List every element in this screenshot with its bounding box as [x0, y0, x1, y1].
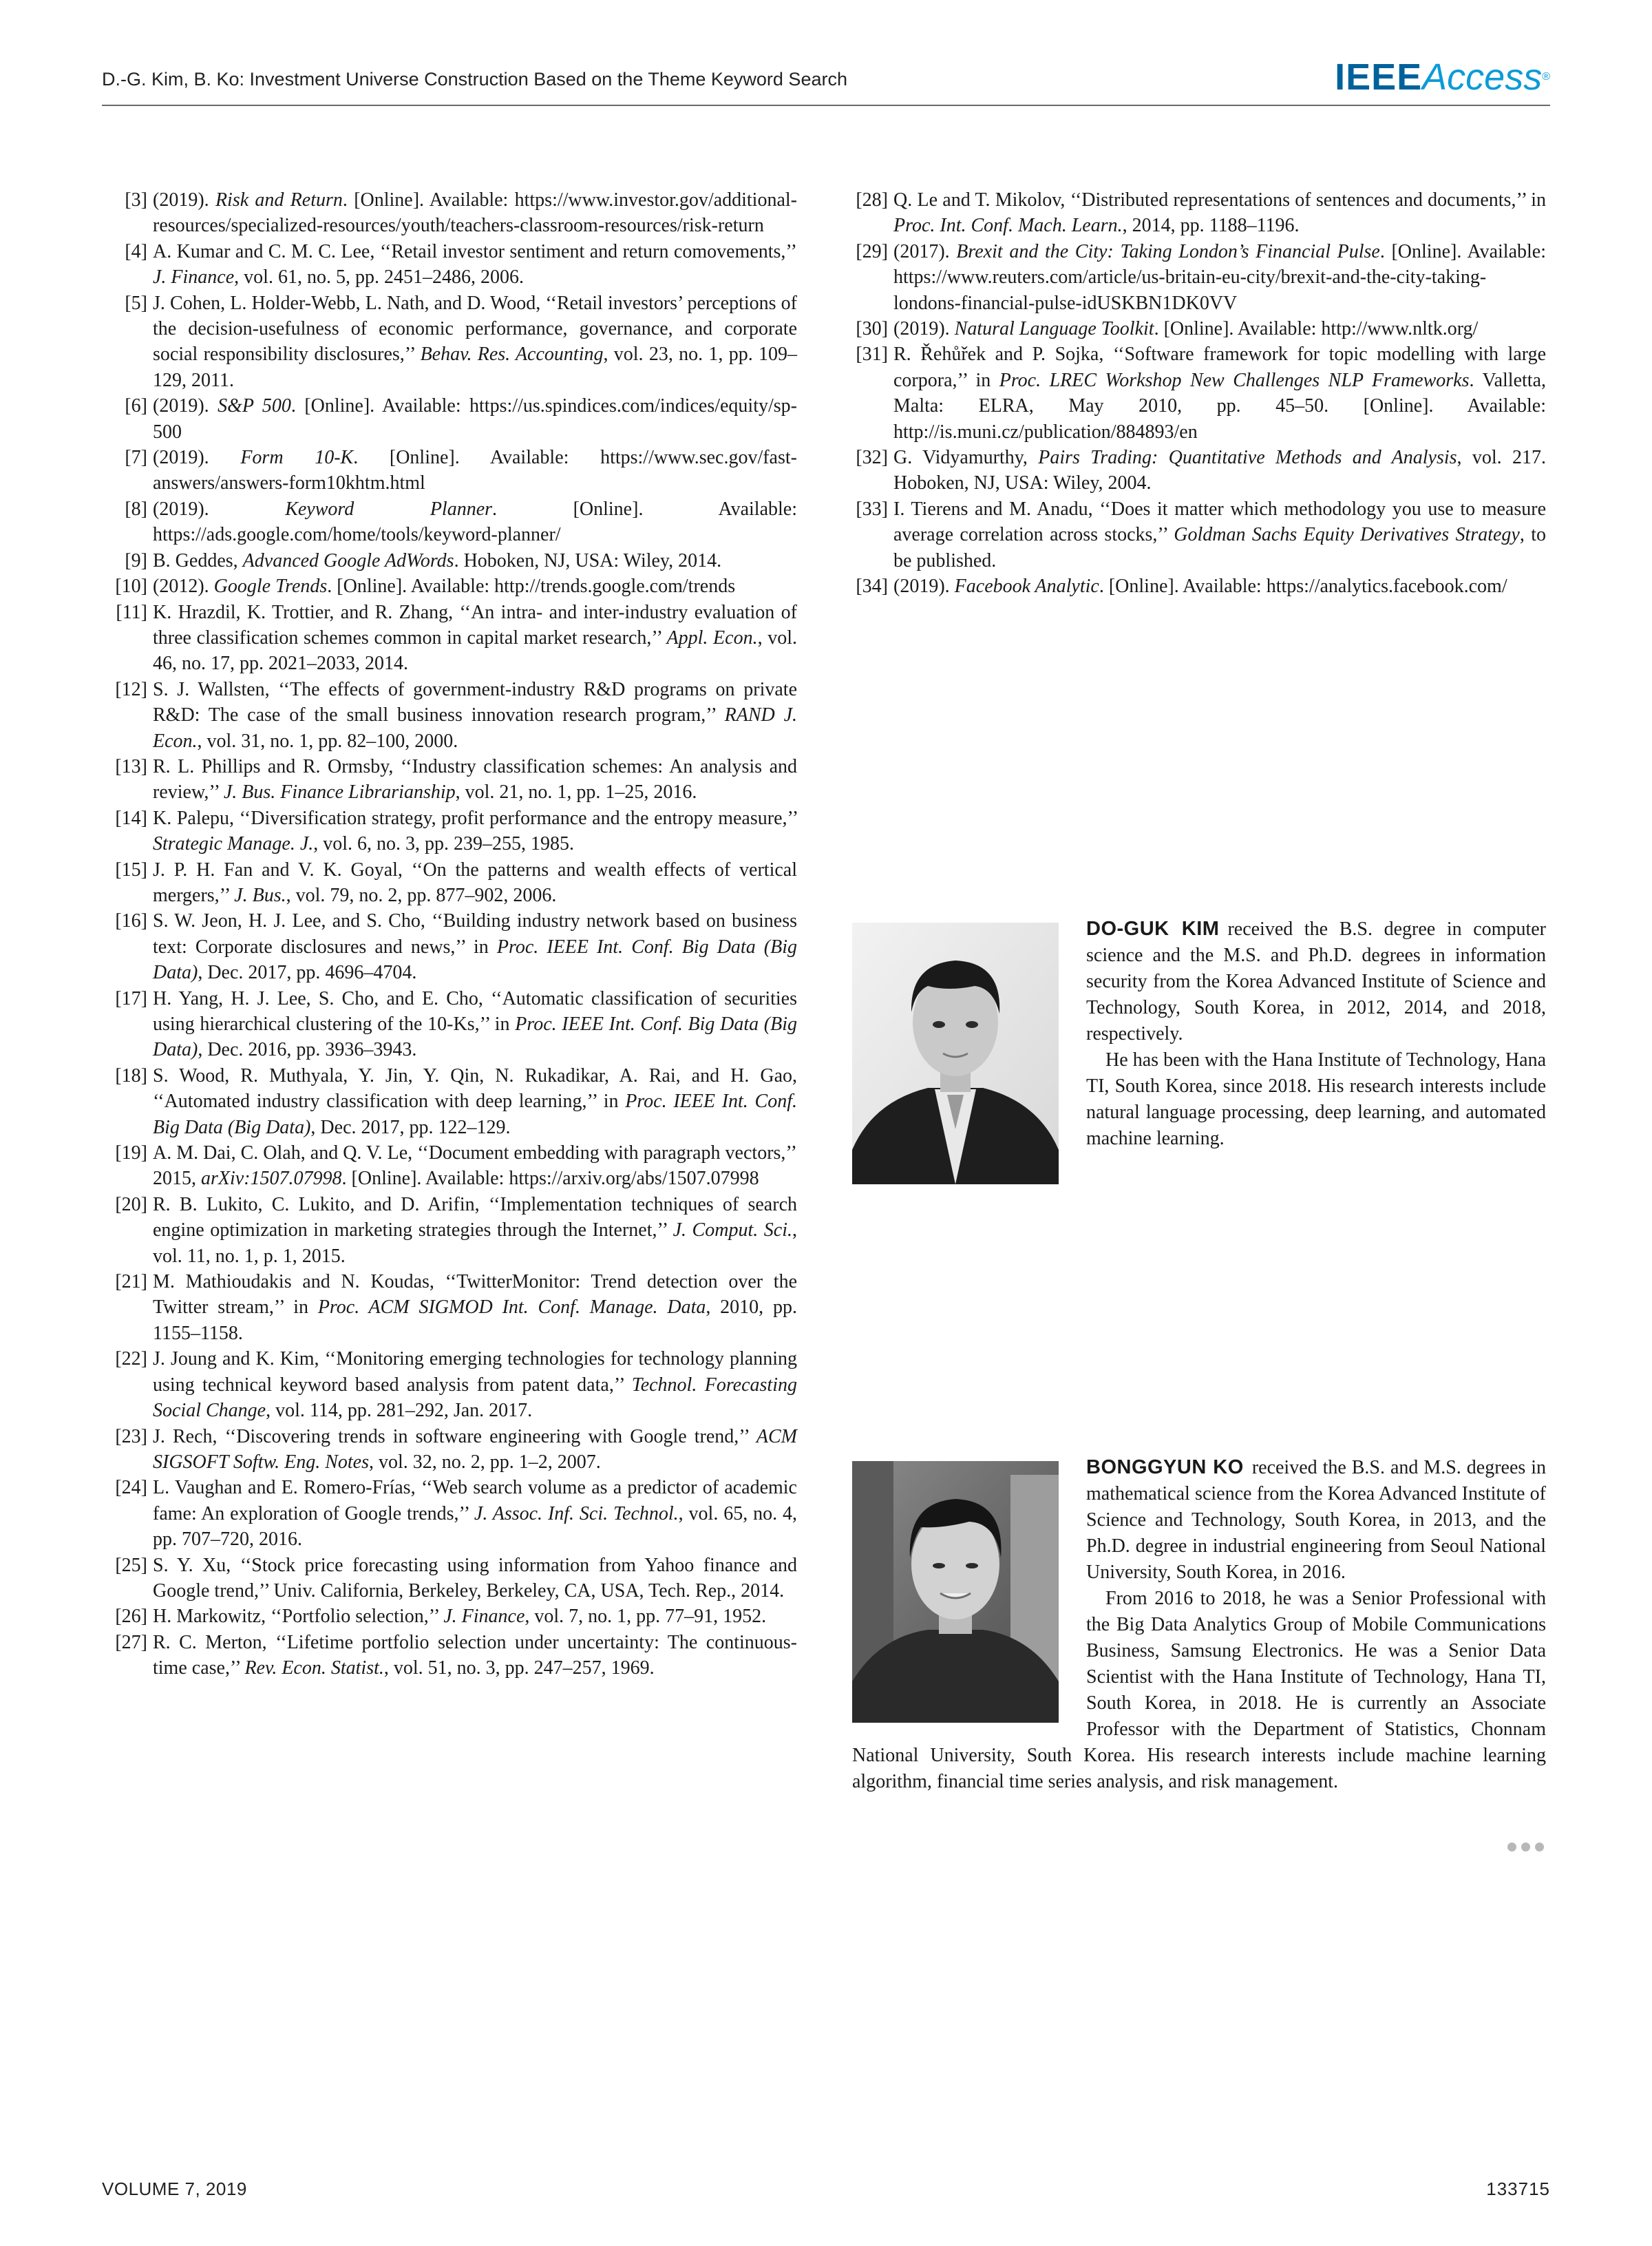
author-bio-kim	[852, 916, 1546, 1191]
end-dot	[1521, 1843, 1530, 1851]
reference-text	[153, 1346, 797, 1423]
reference-segment: , vol. 114, pp. 281–292, Jan. 2017.	[266, 1400, 533, 1422]
reference-text	[153, 857, 797, 909]
reference-number: [26]	[115, 1606, 147, 1628]
reference-number: [21]	[115, 1271, 147, 1293]
reference-italic-segment: Proc. IEEE Int. Conf. Big Data (Big Data)	[153, 936, 797, 984]
author-photo-kim	[852, 923, 1059, 1184]
reference-item	[112, 1346, 797, 1423]
reference-text	[153, 393, 797, 445]
reference-segment: (2019).	[153, 498, 286, 520]
reference-text	[153, 677, 797, 754]
reference-italic-segment: Risk and Return	[215, 189, 343, 211]
reference-text	[153, 1475, 797, 1552]
reference-number: [28]	[856, 189, 888, 211]
reference-segment: Q. Le and T. Mikolov, ‘‘Distributed representations of sentences and documents,’’ in	[893, 189, 1546, 211]
reference-item	[852, 316, 1546, 342]
reference-number: [11]	[116, 601, 147, 623]
reference-item	[112, 986, 797, 1063]
reference-italic-segment: Facebook Analytic	[954, 576, 1099, 598]
reference-segment: S. J. Wallsten, ‘‘The effects of government-industry R&D programs on private R&D: The case of the small business innovation research program,’’	[153, 678, 797, 726]
reference-segment: . [Online]. Available: https://arxiv.org/abs/1507.07998	[341, 1168, 759, 1190]
author-bio-ko	[852, 1454, 1546, 1795]
reference-segment: . Hoboken, NJ, USA: Wiley, 2014.	[454, 549, 722, 571]
reference-italic-segment: J. Bus.	[234, 884, 286, 906]
running-title: D.-G. Kim, B. Ko: Investment Universe Construction Based on the Theme Keyword Search	[102, 69, 847, 90]
reference-number: [8]	[125, 498, 147, 520]
reference-number: [33]	[856, 498, 888, 520]
author-name-kim: DO-GUK KIM	[1086, 918, 1220, 940]
reference-item	[112, 1192, 797, 1269]
reference-number: [23]	[115, 1425, 147, 1447]
author-name-ko: BONGGYUN KO	[1086, 1456, 1244, 1478]
header-rule	[102, 105, 1550, 106]
reference-italic-segment: Pairs Trading: Quantitative Methods and Analysis	[1038, 447, 1457, 469]
reference-text	[893, 496, 1546, 574]
reference-segment: (2019).	[153, 447, 241, 469]
reference-text	[153, 986, 797, 1063]
reference-item	[112, 1630, 797, 1681]
bio-kim-paragraph-2: He has been with the Hana Institute of Technology, Hana TI, South Korea, since 2018. His research interests include natural language processing, deep learning, and automated machine learning.	[1086, 1049, 1546, 1149]
reference-segment: R. Řehůřek and P. Sojka, ‘‘Software framework for topic modelling with large corpora,’’ in	[893, 344, 1546, 391]
reference-segment: L. Vaughan and E. Romero-Frías, ‘‘Web search volume as a predictor of academic fame: An exploration of Google trends,’’	[153, 1477, 797, 1524]
reference-number: [9]	[125, 549, 147, 571]
reference-text	[153, 187, 797, 239]
reference-number: [32]	[856, 447, 888, 469]
end-dot	[1507, 1843, 1516, 1851]
reference-italic-segment: Technol. Forecasting Social Change	[153, 1374, 797, 1422]
reference-segment: , 2014, pp. 1188–1196.	[1122, 215, 1300, 237]
reference-number: [10]	[115, 576, 147, 598]
reference-segment: R. L. Phillips and R. Ormsby, ‘‘Industry classification schemes: An analysis and review,’’	[153, 755, 797, 804]
reference-segment: , vol. 65, no. 4, pp. 707–720, 2016.	[153, 1502, 797, 1551]
reference-number: [19]	[115, 1142, 147, 1164]
reference-number: [24]	[115, 1477, 147, 1499]
reference-number: [16]	[115, 910, 147, 932]
reference-segment: H. Yang, H. J. Lee, S. Cho, and E. Cho, ‘‘Automatic classification of securities using hierarchical clustering of the 10-Ks,’’ in	[153, 987, 797, 1035]
reference-item	[112, 1140, 797, 1192]
reference-number: [22]	[115, 1348, 147, 1370]
reference-item	[852, 445, 1546, 496]
bio-ko-paragraph-2: From 2016 to 2018, he was a Senior Professional with the Big Data Analytics Group of Mobile Communications Business, Samsung Electronics. He was a Senior Data Scientist with the Hana Institute of Technology, Hana TI, South Korea, in 2018. He is currently an Associate Professor with the Department of Statistics, Chonnam National University, South Korea. His research interests include machine learning algorithm, financial time series analysis, and risk management.	[852, 1588, 1546, 1792]
reference-item	[112, 1269, 797, 1346]
reference-text	[153, 1063, 797, 1140]
reference-italic-segment: Proc. LREC Workshop New Challenges NLP Frameworks	[999, 369, 1470, 391]
reference-text	[153, 239, 797, 291]
reference-segment: , Dec. 2017, pp. 4696–4704.	[198, 962, 417, 984]
reference-italic-segment: J. Comput. Sci.	[673, 1219, 792, 1241]
reference-number: [7]	[125, 447, 147, 469]
reference-italic-segment: Goldman Sachs Equity Derivatives Strategy	[1174, 524, 1520, 546]
reference-segment: S. W. Jeon, H. J. Lee, and S. Cho, ‘‘Building industry network based on business text: Corporate disclosures and news,’’ in	[153, 910, 797, 958]
reference-italic-segment: Strategic Manage. J.	[153, 833, 314, 855]
reference-segment: I. Tierens and M. Anadu, ‘‘Does it matter which methodology you use to measure average correlation across stocks,’’	[893, 498, 1546, 546]
reference-text	[153, 754, 797, 806]
reference-segment: M. Mathioudakis and N. Koudas, ‘‘TwitterMonitor: Trend detection over the Twitter stream,’’ in	[153, 1271, 797, 1319]
reference-segment: K. Palepu, ‘‘Diversification strategy, profit performance and the entropy measure,’’	[153, 807, 797, 829]
reference-italic-segment: Proc. Int. Conf. Mach. Learn.	[893, 215, 1123, 237]
reference-text	[153, 291, 797, 394]
reference-segment: . [Online]. Available: https://ads.google.com/home/tools/keyword-planner/	[153, 498, 797, 546]
reference-item	[112, 1553, 797, 1604]
reference-segment: S. Wood, R. Muthyala, Y. Jin, Y. Qin, N. Rukadikar, A. Rai, and H. Gao, ‘‘Automated industry classification with deep learning,’’ in	[153, 1064, 797, 1113]
reference-number: [12]	[115, 678, 147, 700]
reference-text	[893, 239, 1546, 316]
reference-segment: A. Kumar and C. M. C. Lee, ‘‘Retail investor sentiment and return comovements,’’	[153, 240, 797, 262]
reference-segment: J. Joung and K. Kim, ‘‘Monitoring emerging technologies for technology planning using technical keyword based analysis from patent data,’’	[153, 1348, 797, 1396]
reference-segment: S. Y. Xu, ‘‘Stock price forecasting using information from Yahoo finance and Google trend,’’ Univ. California, Berkeley, Berkeley, CA, USA, Tech. Rep., 2014.	[153, 1554, 797, 1602]
reference-segment: . [Online]. Available: https://www.reuters.com/article/us-britain-eu-city/brexit-and-the-city-taking-londons-financial-pulse-idUSKBN1DK0VV	[893, 240, 1546, 314]
reference-text	[153, 1630, 797, 1681]
reference-segment: , vol. 79, no. 2, pp. 877–902, 2006.	[286, 884, 557, 906]
reference-item	[112, 1063, 797, 1140]
reference-number: [30]	[856, 318, 888, 340]
reference-item	[112, 908, 797, 985]
reference-segment: (2012).	[153, 576, 214, 598]
reference-item	[112, 677, 797, 754]
reference-text	[893, 316, 1546, 342]
reference-segment: . [Online]. Available: https://www.sec.gov/fast-answers/answers-form10khtm.html	[153, 447, 797, 494]
reference-text	[153, 548, 797, 574]
references-left-column	[112, 187, 797, 1681]
reference-segment: J. Cohen, L. Holder-Webb, L. Nath, and D. Wood, ‘‘Retail investors’ perceptions of the decision-usefulness of economic performance, governance, and corporate social responsibility disclosures,’’	[153, 292, 797, 366]
reference-segment: R. C. Merton, ‘‘Lifetime portfolio selection under uncertainty: The continuous-time case,’’	[153, 1631, 797, 1679]
reference-number: [20]	[115, 1193, 147, 1215]
reference-segment: B. Geddes,	[153, 549, 243, 571]
reference-italic-segment: RAND J. Econ.	[153, 704, 798, 752]
reference-italic-segment: S&P 500	[218, 395, 291, 417]
reference-italic-segment: Proc. ACM SIGMOD Int. Conf. Manage. Data	[317, 1297, 706, 1319]
reference-item	[112, 393, 797, 445]
author-photo-ko	[852, 1461, 1059, 1723]
reference-italic-segment: Form 10-K	[240, 447, 354, 469]
reference-number: [31]	[856, 344, 888, 366]
reference-number: [15]	[115, 859, 147, 881]
reference-item	[112, 548, 797, 574]
reference-text	[153, 496, 797, 548]
reference-item	[112, 600, 797, 677]
reference-segment: , vol. 23, no. 1, pp. 109–129, 2011.	[153, 344, 798, 391]
reference-segment: (2019).	[893, 318, 955, 340]
reference-text	[893, 187, 1546, 239]
reference-item	[852, 239, 1546, 316]
reference-item	[112, 754, 797, 806]
reference-italic-segment: Proc. IEEE Int. Conf. Big Data (Big Data)	[153, 1014, 797, 1061]
reference-italic-segment: Keyword Planner	[285, 498, 493, 520]
reference-segment: J. Rech, ‘‘Discovering trends in software engineering with Google trend,’’	[153, 1425, 756, 1447]
reference-text	[893, 445, 1546, 496]
references-right-column	[852, 187, 1546, 600]
reference-segment: , vol. 32, no. 2, pp. 1–2, 2007.	[368, 1451, 601, 1473]
reference-segment: G. Vidyamurthy,	[893, 447, 1039, 469]
reference-segment: , vol. 21, no. 1, pp. 1–25, 2016.	[455, 781, 697, 804]
logo-registered-mark: ®	[1542, 71, 1550, 83]
reference-text	[153, 445, 797, 496]
reference-item	[112, 239, 797, 291]
reference-segment: . [Online]. Available: http://trends.google.com/trends	[327, 576, 736, 598]
end-of-article-mark	[1507, 1843, 1546, 1852]
page-header	[102, 56, 1550, 105]
reference-italic-segment: J. Finance	[153, 266, 235, 288]
footer-volume: VOLUME 7, 2019	[102, 2179, 247, 2199]
reference-italic-segment: Behav. Res. Accounting	[420, 344, 604, 366]
reference-segment: H. Markowitz, ‘‘Portfolio selection,’’	[153, 1606, 444, 1628]
reference-number: [29]	[856, 240, 888, 262]
reference-segment: . [Online]. Available: https://analytics.facebook.com/	[1099, 576, 1507, 598]
reference-item	[112, 445, 797, 496]
reference-segment: (2017).	[893, 240, 957, 262]
reference-segment: (2019).	[153, 189, 215, 211]
reference-text	[153, 1192, 797, 1269]
reference-number: [17]	[115, 987, 147, 1009]
reference-segment: , vol. 7, no. 1, pp. 77–91, 1952.	[525, 1606, 767, 1628]
reference-segment: . [Online]. Available: http://www.nltk.org/	[1154, 318, 1479, 340]
reference-item	[112, 291, 797, 394]
footer-page-number: 133715	[1486, 2179, 1550, 2199]
reference-segment: R. B. Lukito, C. Lukito, and D. Arifin, ‘‘Implementation techniques of search engine optimization in marketing strategies through the Internet,’’	[153, 1193, 797, 1241]
reference-segment: , vol. 61, no. 5, pp. 2451–2486, 2006.	[234, 266, 524, 288]
reference-item	[112, 1604, 797, 1629]
reference-number: [25]	[115, 1554, 147, 1576]
reference-item	[112, 496, 797, 548]
ieee-access-logo	[1335, 56, 1550, 98]
reference-segment: , Dec. 2017, pp. 122–129.	[310, 1116, 511, 1138]
reference-segment: , vol. 6, no. 3, pp. 239–255, 1985.	[313, 833, 575, 855]
reference-item	[112, 574, 797, 599]
reference-number: [34]	[856, 576, 888, 598]
reference-text	[153, 1269, 797, 1346]
reference-number: [3]	[125, 189, 147, 211]
reference-italic-segment: J. Bus. Finance Librarianship	[223, 781, 456, 804]
reference-italic-segment: Rev. Econ. Statist.	[244, 1657, 384, 1679]
reference-segment: K. Hrazdil, K. Trottier, and R. Zhang, ‘‘An intra- and inter-industry evaluation of three classification schemes common in capital market research,’’	[153, 601, 797, 649]
bio-kim-paragraph-1: received the B.S. degree in computer science and the M.S. and Ph.D. degrees in information security from the Korea Advanced Institute of Science and Technology, South Korea, in 2012, 2014, and 2018, respectively.	[1086, 919, 1546, 1045]
reference-segment: , 2010, pp. 1155–1158.	[153, 1297, 797, 1344]
reference-text	[153, 1553, 797, 1604]
bio-ko-paragraph-1: received the B.S. and M.S. degrees in mathematical science from the Korea Advanced Institute of Science and Technology, South Korea, in 2013, and the Ph.D. degree in industrial engineering from Seoul National University, South Korea, in 2016.	[1086, 1457, 1547, 1583]
reference-text	[153, 1424, 797, 1476]
reference-number: [14]	[115, 807, 147, 829]
reference-item	[852, 496, 1546, 574]
reference-number: [13]	[115, 755, 147, 777]
reference-segment: (2019).	[893, 576, 955, 598]
reference-italic-segment: ACM SIGSOFT Softw. Eng. Notes	[153, 1425, 797, 1473]
reference-italic-segment: arXiv:1507.07998	[201, 1168, 342, 1190]
reference-segment: J. P. H. Fan and V. K. Goyal, ‘‘On the patterns and wealth effects of vertical mergers,’’	[153, 859, 797, 906]
reference-segment: , vol. 51, no. 3, pp. 247–257, 1969.	[383, 1657, 655, 1679]
reference-item	[112, 1475, 797, 1552]
reference-number: [18]	[115, 1064, 147, 1087]
reference-segment: , vol. 31, no. 1, pp. 82–100, 2000.	[197, 730, 458, 752]
reference-segment: . [Online]. Available: https://www.investor.gov/additional-resources/specialized-resources/youth/teachers-classroom-resources/risk-return	[153, 189, 797, 237]
reference-segment: , vol. 11, no. 1, p. 1, 2015.	[153, 1219, 797, 1267]
reference-text	[153, 1140, 797, 1192]
reference-text	[153, 1604, 797, 1629]
end-dot	[1535, 1843, 1544, 1851]
reference-text	[153, 908, 797, 985]
reference-segment: , Dec. 2016, pp. 3936–3943.	[198, 1039, 417, 1061]
reference-text	[153, 600, 797, 677]
logo-ieee-text: IEEE	[1335, 56, 1423, 98]
reference-item	[852, 342, 1546, 445]
reference-italic-segment: Proc. IEEE Int. Conf. Big Data (Big Data)	[153, 1091, 797, 1138]
reference-italic-segment: Google Trends	[213, 576, 328, 598]
reference-number: [5]	[125, 292, 147, 314]
reference-segment: . Valletta, Malta: ELRA, May 2010, pp. 45–50. [Online]. Available: http://is.muni.cz/publication/884893/en	[893, 369, 1546, 443]
reference-item	[852, 187, 1546, 239]
reference-item	[852, 574, 1546, 599]
reference-segment: , to be published.	[893, 524, 1546, 571]
reference-text	[893, 574, 1546, 599]
reference-text	[153, 574, 797, 599]
reference-segment: , vol. 46, no. 17, pp. 2021–2033, 2014.	[153, 627, 797, 675]
reference-text	[893, 342, 1546, 445]
reference-italic-segment: Natural Language Toolkit	[954, 318, 1154, 340]
reference-item	[112, 187, 797, 239]
reference-number: [6]	[125, 395, 147, 417]
reference-italic-segment: Advanced Google AdWords	[242, 549, 454, 571]
reference-number: [27]	[115, 1631, 147, 1653]
reference-italic-segment: Brexit and the City: Taking London’s Financial Pulse	[956, 240, 1380, 262]
logo-access-text: Access	[1422, 56, 1543, 98]
reference-segment: , vol. 217. Hoboken, NJ, USA: Wiley, 2004.	[893, 447, 1547, 494]
reference-italic-segment: J. Assoc. Inf. Sci. Technol.	[474, 1502, 679, 1524]
reference-italic-segment: J. Finance	[443, 1606, 525, 1628]
reference-item	[112, 1424, 797, 1476]
reference-segment: . [Online]. Available: https://us.spindices.com/indices/equity/sp-500	[153, 395, 797, 443]
reference-segment: A. M. Dai, C. Olah, and Q. V. Le, ‘‘Document embedding with paragraph vectors,’’ 2015,	[153, 1142, 797, 1190]
reference-italic-segment: Appl. Econ.	[666, 627, 758, 649]
reference-item	[112, 806, 797, 857]
reference-item	[112, 857, 797, 909]
reference-segment: (2019).	[153, 395, 218, 417]
reference-number: [4]	[125, 240, 147, 262]
reference-text	[153, 806, 797, 857]
